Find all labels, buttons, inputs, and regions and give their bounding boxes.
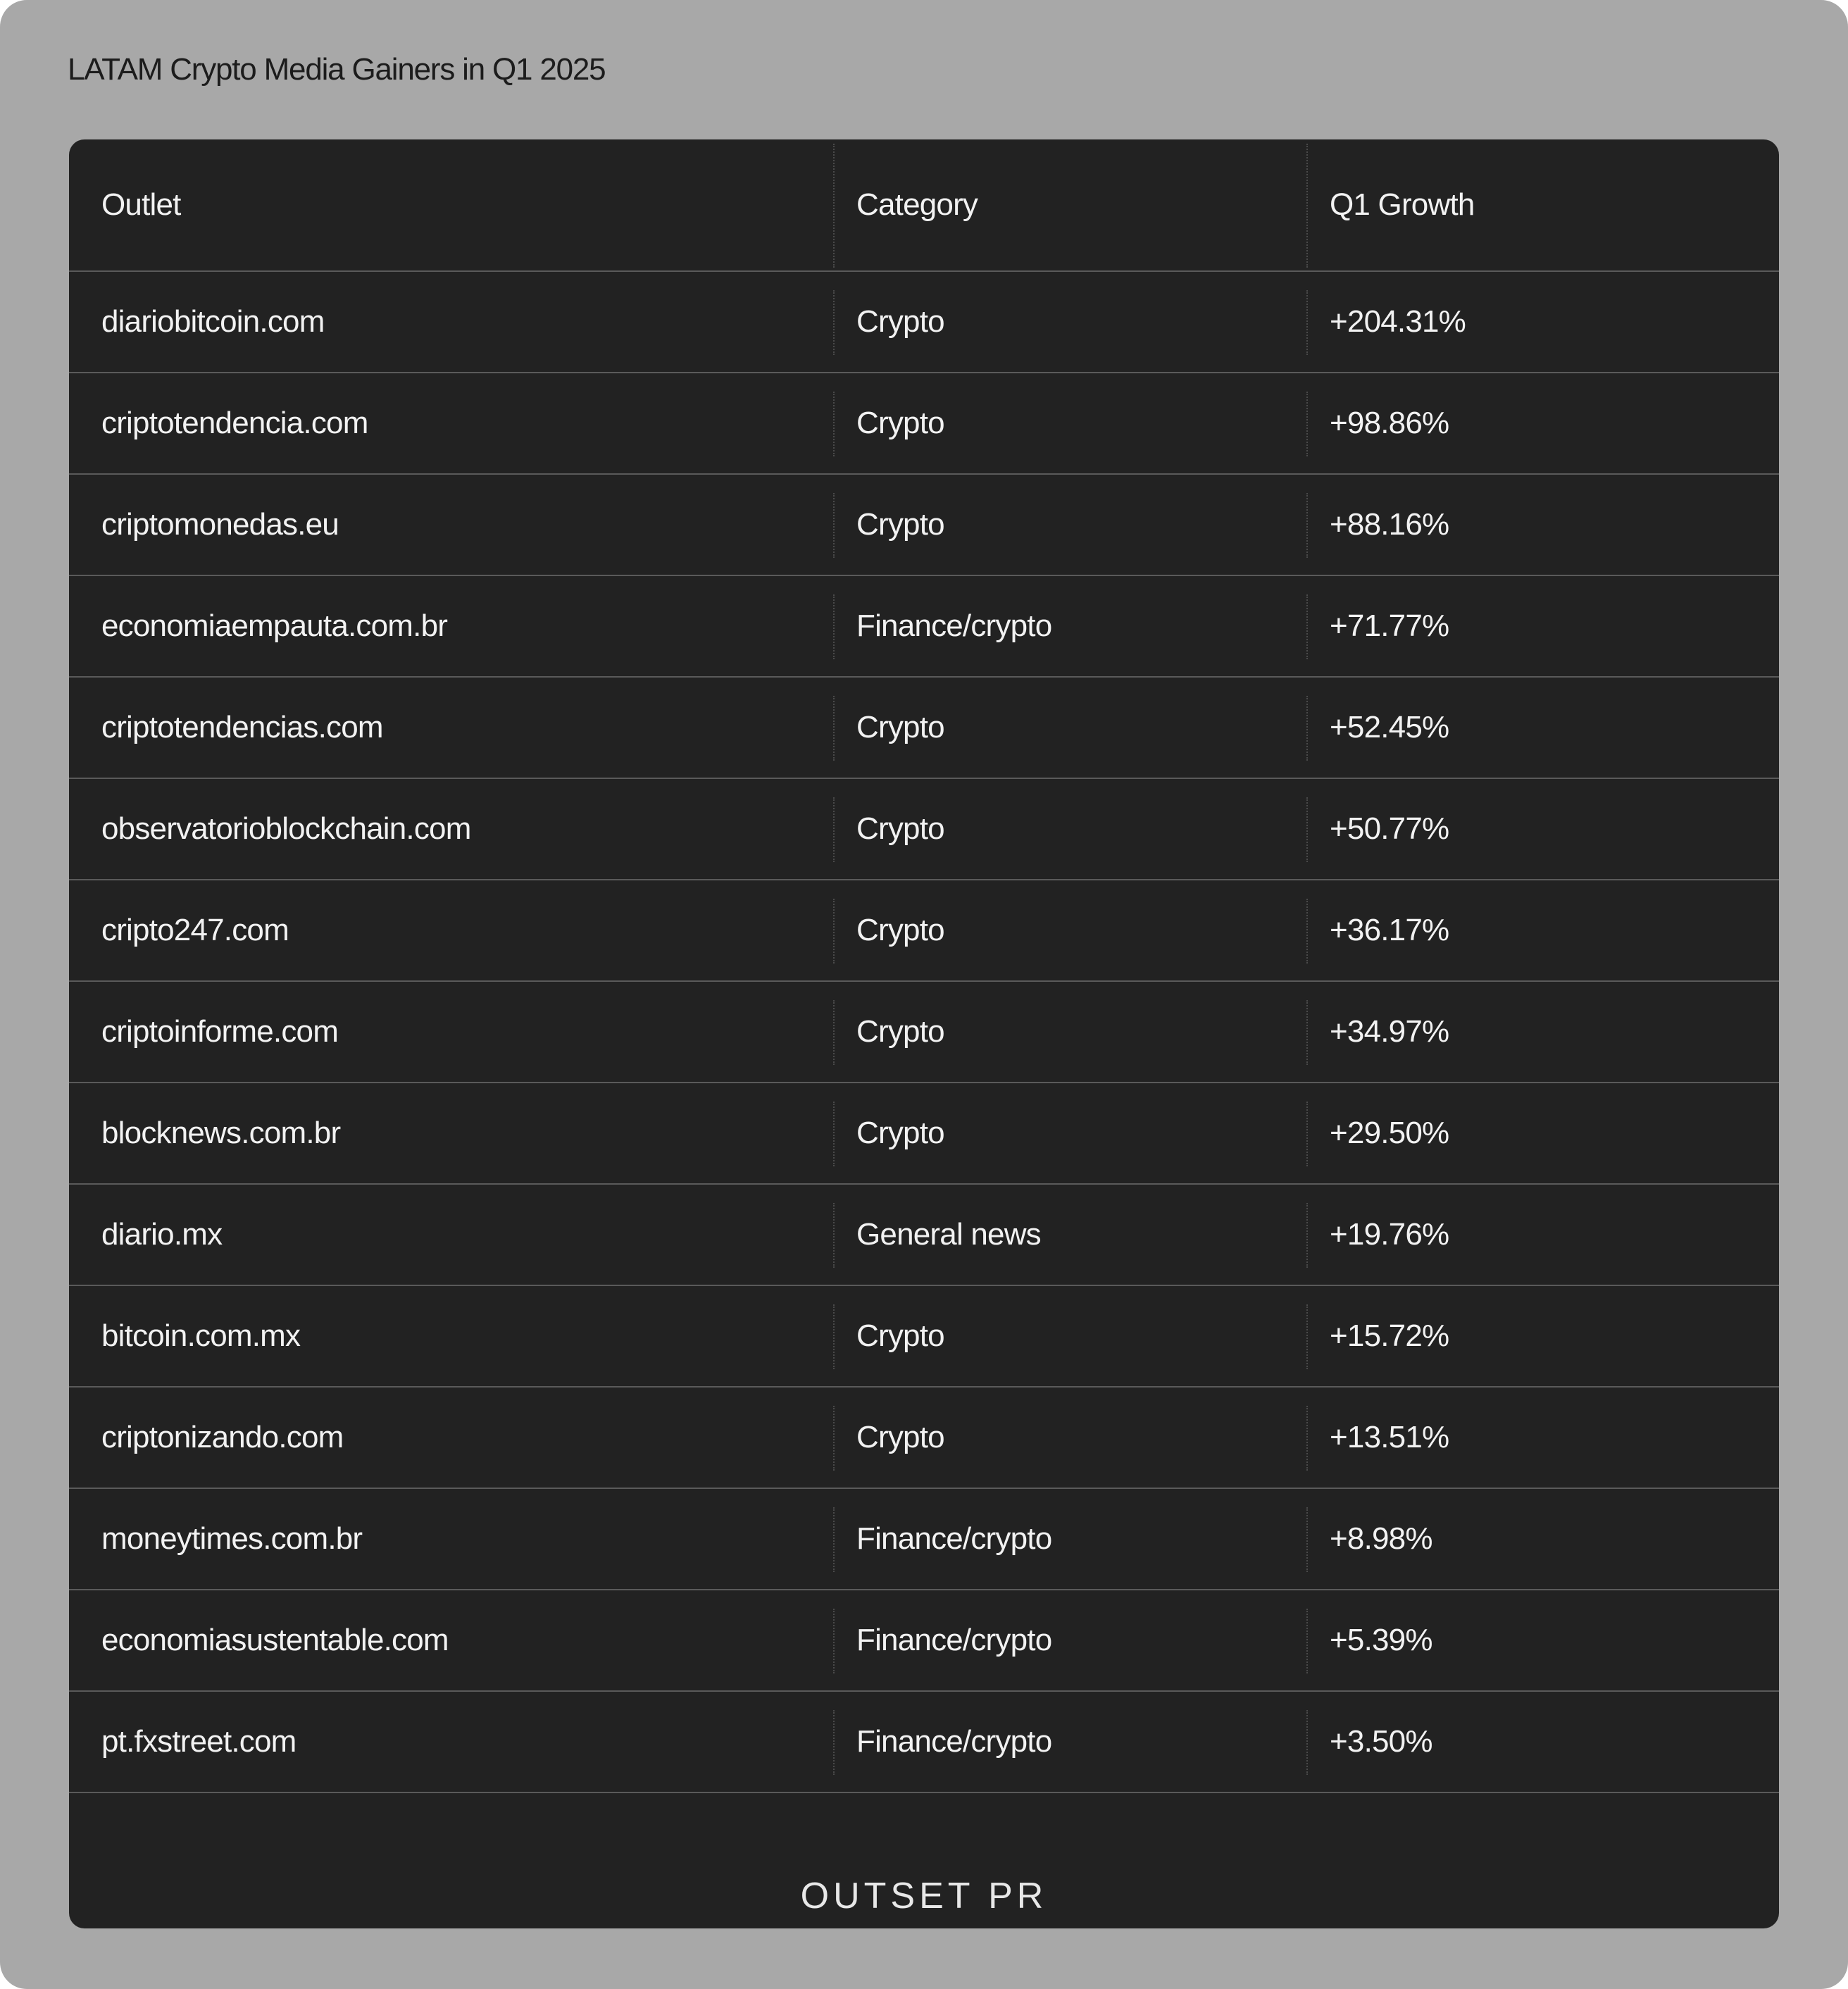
column-divider xyxy=(1306,1102,1308,1166)
growth-cell: +71.77% xyxy=(1330,609,1449,643)
table-row xyxy=(69,982,1779,1083)
category-cell: Crypto xyxy=(856,507,944,542)
category-cell: Crypto xyxy=(856,913,944,947)
logo-text: OUTSET PR xyxy=(800,1876,1048,1914)
column-divider xyxy=(1306,1203,1308,1268)
growth-cell: +34.97% xyxy=(1330,1014,1449,1049)
outlet-cell: cripto247.com xyxy=(101,913,289,947)
column-divider xyxy=(833,594,835,659)
table-row xyxy=(69,1185,1779,1286)
column-divider xyxy=(833,1000,835,1065)
column-divider xyxy=(833,1507,835,1572)
growth-cell: +52.45% xyxy=(1330,710,1449,744)
column-divider xyxy=(833,392,835,456)
category-cell: Crypto xyxy=(856,406,944,440)
column-divider xyxy=(833,1710,835,1775)
growth-cell: +13.51% xyxy=(1330,1420,1449,1454)
column-divider xyxy=(1306,392,1308,456)
column-divider xyxy=(833,1203,835,1268)
column-divider xyxy=(1306,696,1308,761)
outlet-cell: diariobitcoin.com xyxy=(101,304,325,339)
table-body xyxy=(69,272,1779,1793)
category-cell: Crypto xyxy=(856,1116,944,1150)
column-divider xyxy=(1306,594,1308,659)
column-divider xyxy=(1306,1507,1308,1572)
table-row xyxy=(69,1489,1779,1590)
table-row xyxy=(69,475,1779,576)
table-row xyxy=(69,1692,1779,1793)
table-row xyxy=(69,1590,1779,1692)
column-divider xyxy=(833,144,835,268)
category-cell: General news xyxy=(856,1217,1041,1252)
category-cell: Crypto xyxy=(856,1318,944,1353)
header-category: Category xyxy=(856,187,978,222)
column-divider xyxy=(1306,797,1308,862)
column-divider xyxy=(1306,1710,1308,1775)
growth-cell: +50.77% xyxy=(1330,811,1449,846)
table-row xyxy=(69,272,1779,373)
outlet-cell: economiaempauta.com.br xyxy=(101,609,448,643)
growth-cell: +3.50% xyxy=(1330,1724,1432,1759)
outlet-cell: criptoinforme.com xyxy=(101,1014,339,1049)
outlet-cell: economiasustentable.com xyxy=(101,1623,449,1657)
growth-cell: +19.76% xyxy=(1330,1217,1449,1252)
column-divider xyxy=(1306,1000,1308,1065)
category-cell: Crypto xyxy=(856,811,944,846)
data-table xyxy=(69,139,1779,1928)
column-divider xyxy=(1306,1304,1308,1369)
column-divider xyxy=(1306,493,1308,558)
category-cell: Crypto xyxy=(856,304,944,339)
outlet-cell: blocknews.com.br xyxy=(101,1116,341,1150)
outset-pr-logo xyxy=(69,1866,1779,1914)
growth-cell: +8.98% xyxy=(1330,1521,1432,1556)
column-divider xyxy=(833,1609,835,1673)
growth-cell: +29.50% xyxy=(1330,1116,1449,1150)
table-header xyxy=(69,139,1779,272)
column-divider xyxy=(833,493,835,558)
column-divider xyxy=(833,696,835,761)
column-divider xyxy=(1306,1609,1308,1673)
page-title: LATAM Crypto Media Gainers in Q1 2025 xyxy=(68,52,606,87)
growth-cell: +204.31% xyxy=(1330,304,1466,339)
column-divider xyxy=(833,1102,835,1166)
growth-cell: +15.72% xyxy=(1330,1318,1449,1353)
outlet-cell: diario.mx xyxy=(101,1217,223,1252)
column-divider xyxy=(833,290,835,355)
category-cell: Finance/crypto xyxy=(856,1521,1052,1556)
outlet-cell: observatorioblockchain.com xyxy=(101,811,471,846)
table-row xyxy=(69,576,1779,678)
growth-cell: +5.39% xyxy=(1330,1623,1432,1657)
table-row xyxy=(69,1388,1779,1489)
growth-cell: +98.86% xyxy=(1330,406,1449,440)
column-divider xyxy=(833,1406,835,1471)
category-cell: Crypto xyxy=(856,1420,944,1454)
growth-cell: +36.17% xyxy=(1330,913,1449,947)
category-cell: Finance/crypto xyxy=(856,1724,1052,1759)
table-row xyxy=(69,678,1779,779)
outlet-cell: criptotendencia.com xyxy=(101,406,368,440)
table-row xyxy=(69,880,1779,982)
header-q1-growth: Q1 Growth xyxy=(1330,187,1475,222)
outlet-cell: criptomonedas.eu xyxy=(101,507,339,542)
column-divider xyxy=(1306,1406,1308,1471)
header-outlet: Outlet xyxy=(101,187,181,222)
column-divider xyxy=(833,1304,835,1369)
table-row xyxy=(69,1083,1779,1185)
outlet-cell: criptotendencias.com xyxy=(101,710,383,744)
category-cell: Crypto xyxy=(856,1014,944,1049)
category-cell: Finance/crypto xyxy=(856,1623,1052,1657)
outlet-cell: bitcoin.com.mx xyxy=(101,1318,301,1353)
column-divider xyxy=(1306,899,1308,964)
outlet-cell: criptonizando.com xyxy=(101,1420,344,1454)
column-divider xyxy=(1306,290,1308,355)
table-row xyxy=(69,373,1779,475)
table-row xyxy=(69,779,1779,880)
column-divider xyxy=(1306,144,1308,268)
column-divider xyxy=(833,797,835,862)
column-divider xyxy=(833,899,835,964)
table-row xyxy=(69,1286,1779,1388)
outlet-cell: pt.fxstreet.com xyxy=(101,1724,296,1759)
category-cell: Crypto xyxy=(856,710,944,744)
growth-cell: +88.16% xyxy=(1330,507,1449,542)
category-cell: Finance/crypto xyxy=(856,609,1052,643)
outlet-cell: moneytimes.com.br xyxy=(101,1521,363,1556)
